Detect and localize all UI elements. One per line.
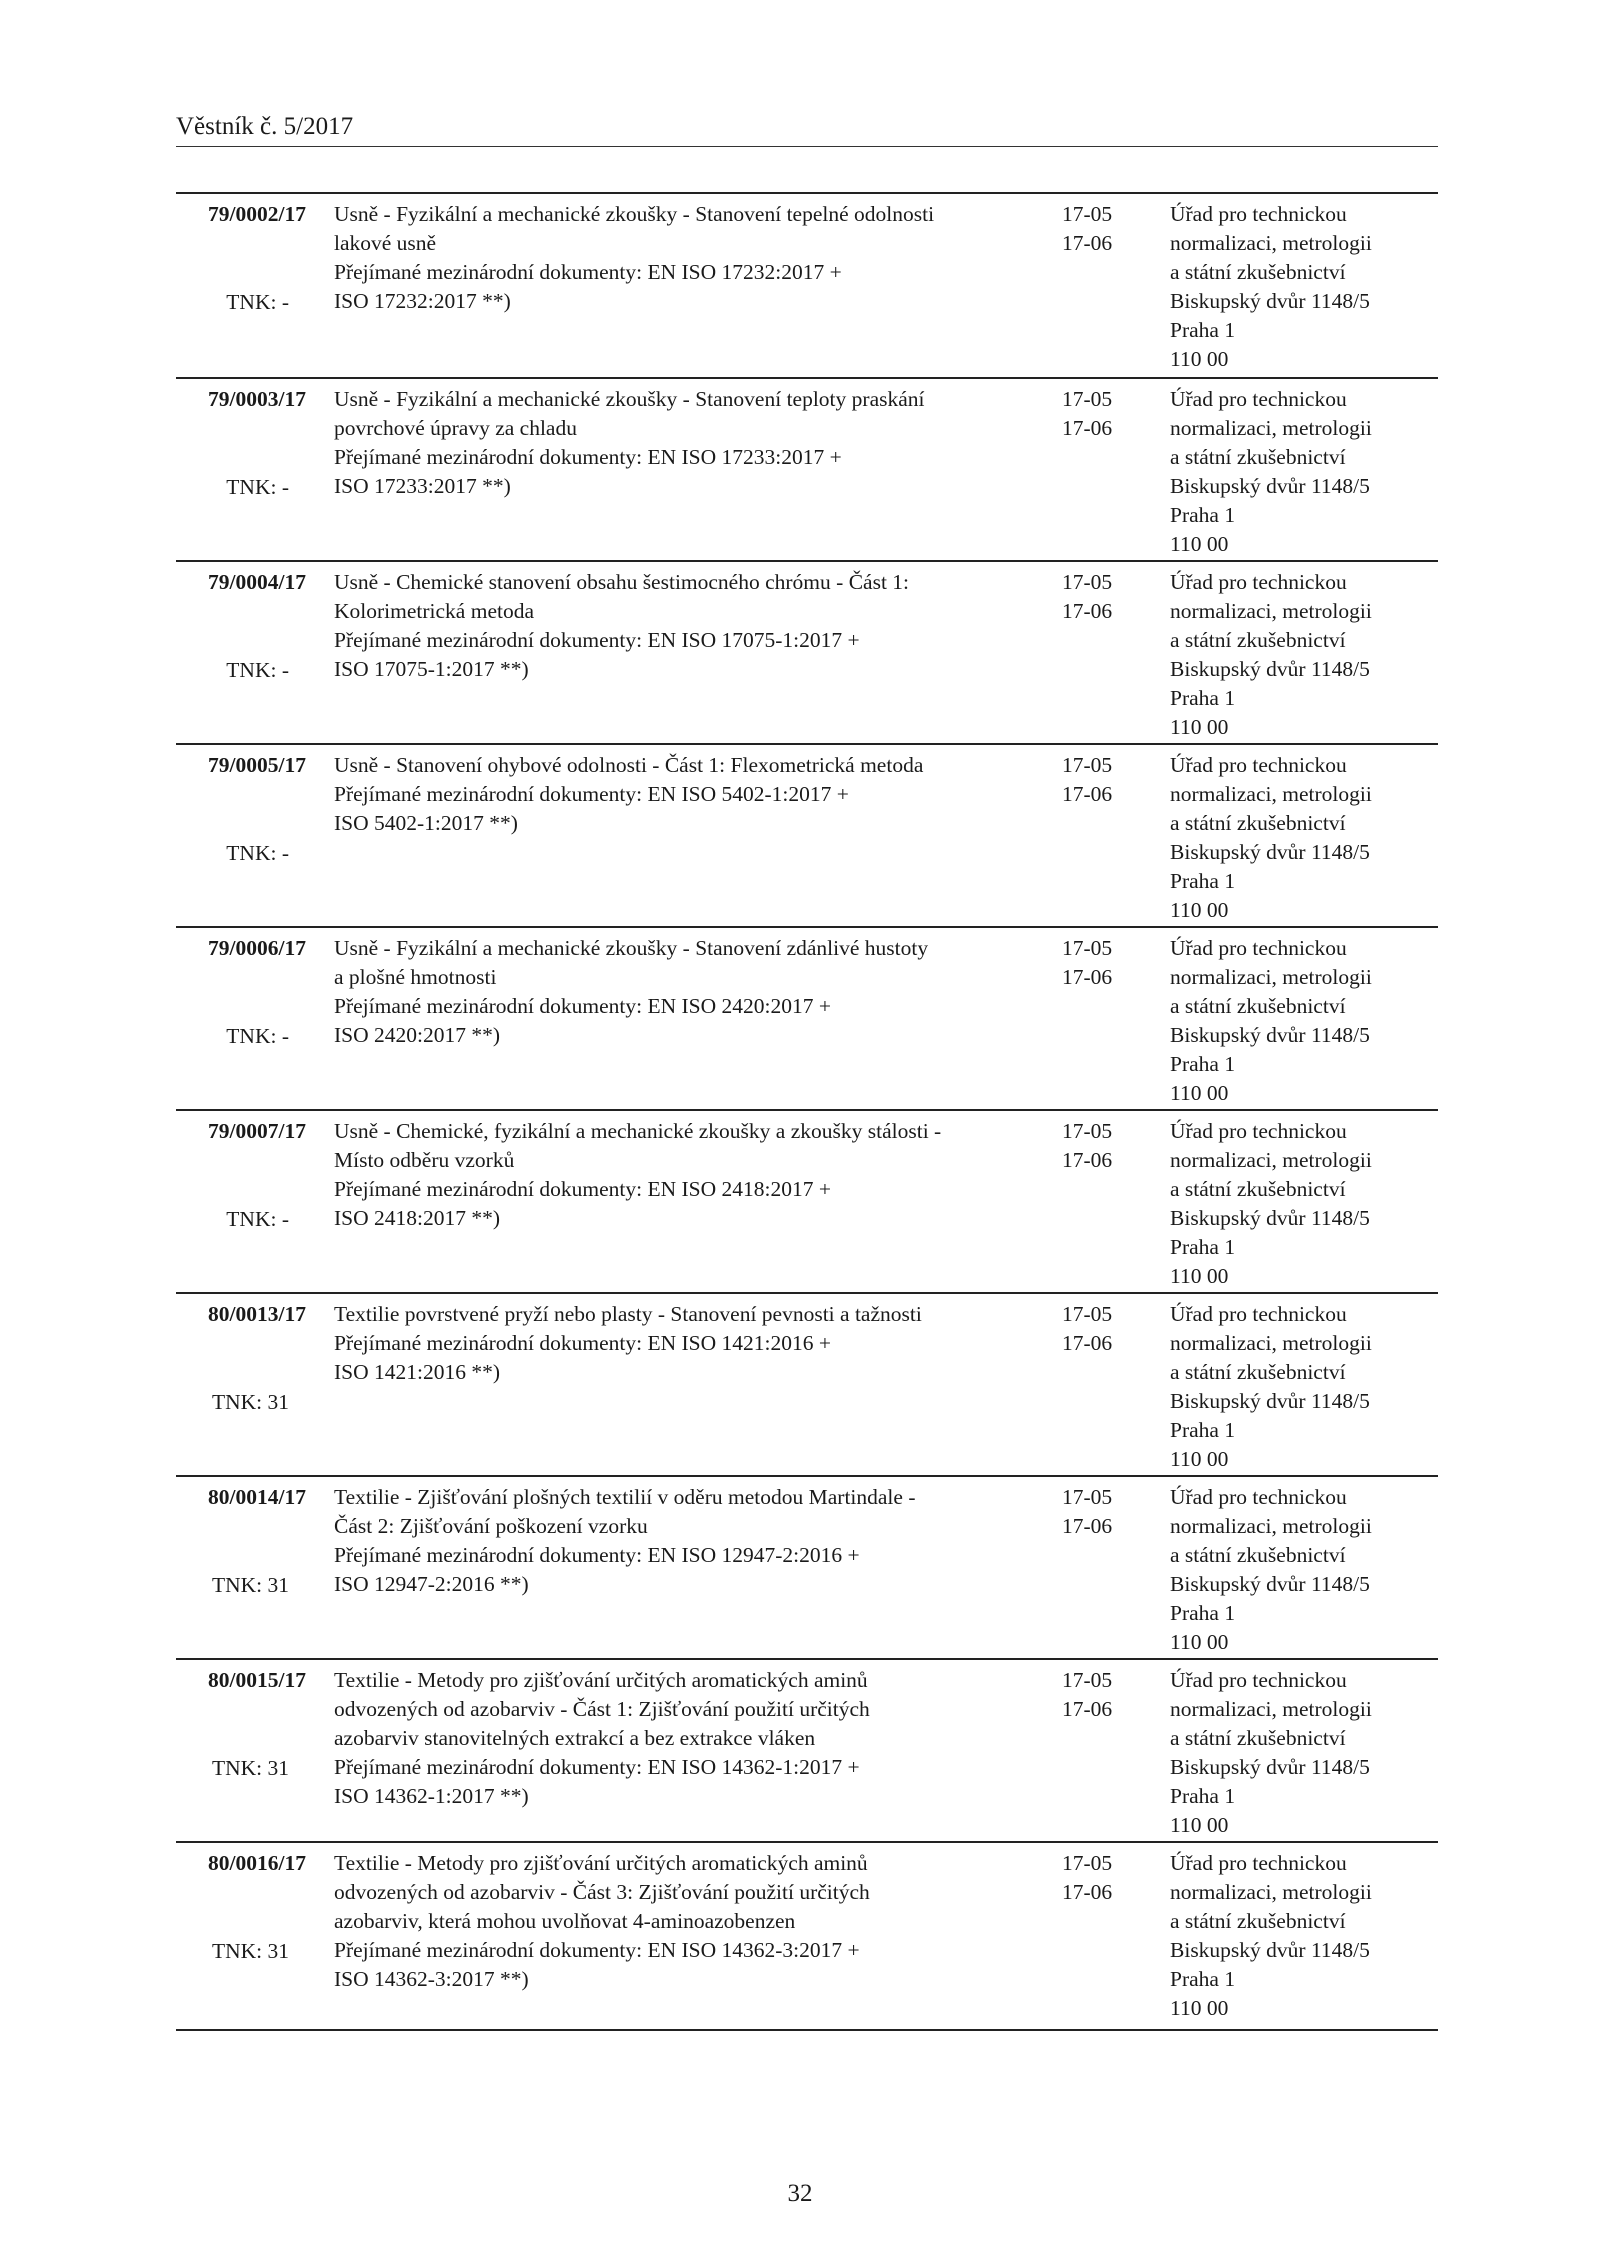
classification-codes bbox=[1062, 1666, 1142, 1724]
tnk-label: TNK: 31 bbox=[211, 1390, 289, 1414]
address-line: normalizaci, metrologii bbox=[1170, 965, 1372, 989]
address-line: Praha 1 bbox=[1170, 1601, 1236, 1625]
standard-id: 79/0003/17 bbox=[208, 387, 306, 411]
description-line: lakové usně bbox=[334, 231, 437, 255]
classification-code: 17-06 bbox=[1062, 231, 1113, 255]
classification-codes bbox=[1062, 1300, 1142, 1358]
address-line: a státní zkušebnictví bbox=[1170, 1177, 1346, 1201]
classification-codes bbox=[1062, 751, 1142, 809]
classification-codes bbox=[1062, 1849, 1142, 1907]
classification-code: 17-05 bbox=[1062, 1485, 1113, 1509]
description-line: Přejímané mezinárodní dokumenty: EN ISO 12947-2:2016 + bbox=[334, 1543, 860, 1567]
description-line: Kolorimetrická metoda bbox=[334, 599, 534, 623]
classification-code: 17-06 bbox=[1062, 1697, 1113, 1721]
address-line: a státní zkušebnictví bbox=[1170, 1543, 1346, 1567]
address-line: Úřad pro technickou bbox=[1170, 1119, 1347, 1143]
address-line: normalizaci, metrologii bbox=[1170, 416, 1372, 440]
classification-codes bbox=[1062, 934, 1142, 992]
organization-address bbox=[1170, 934, 1438, 1108]
description-line: ISO 14362-3:2017 **) bbox=[334, 1967, 529, 1991]
tnk-label: TNK: - bbox=[226, 475, 289, 499]
description-line: Textilie - Zjišťování plošných textilií v oděru metodou Martindale - bbox=[334, 1485, 916, 1509]
description-line: Přejímané mezinárodní dokumenty: EN ISO 14362-3:2017 + bbox=[334, 1938, 860, 1962]
address-line: Biskupský dvůr 1148/5 bbox=[1170, 1023, 1370, 1047]
address-line: Úřad pro technickou bbox=[1170, 1485, 1347, 1509]
description-line: povrchové úpravy za chladu bbox=[334, 416, 577, 440]
address-line: normalizaci, metrologii bbox=[1170, 1880, 1372, 1904]
classification-code: 17-05 bbox=[1062, 202, 1113, 226]
address-line: normalizaci, metrologii bbox=[1170, 1331, 1372, 1355]
description-line: Textilie - Metody pro zjišťování určitých aromatických aminů bbox=[334, 1668, 868, 1692]
standard-entry bbox=[176, 1475, 1438, 1658]
address-line: normalizaci, metrologii bbox=[1170, 1514, 1372, 1538]
organization-address bbox=[1170, 568, 1438, 742]
description-line: odvozených od azobarviv - Část 1: Zjišťování použití určitých bbox=[334, 1697, 870, 1721]
address-line: Praha 1 bbox=[1170, 1235, 1236, 1259]
address-line: 110 00 bbox=[1170, 715, 1229, 739]
classification-code: 17-05 bbox=[1062, 936, 1113, 960]
address-line: a státní zkušebnictví bbox=[1170, 260, 1346, 284]
description-line: ISO 17232:2017 **) bbox=[334, 289, 511, 313]
address-line: Praha 1 bbox=[1170, 1052, 1236, 1076]
classification-code: 17-06 bbox=[1062, 1880, 1113, 1904]
address-line: Praha 1 bbox=[1170, 1418, 1236, 1442]
classification-code: 17-05 bbox=[1062, 753, 1113, 777]
description-line: ISO 2420:2017 **) bbox=[334, 1023, 501, 1047]
address-line: 110 00 bbox=[1170, 1813, 1229, 1837]
organization-address bbox=[1170, 751, 1438, 925]
standard-id: 79/0005/17 bbox=[208, 753, 306, 777]
organization-address bbox=[1170, 1849, 1438, 2023]
description-line: Přejímané mezinárodní dokumenty: EN ISO 2418:2017 + bbox=[334, 1177, 831, 1201]
address-line: Praha 1 bbox=[1170, 503, 1236, 527]
description-line: ISO 12947-2:2016 **) bbox=[334, 1572, 529, 1596]
standard-id: 79/0006/17 bbox=[208, 936, 306, 960]
description-line: Místo odběru vzorků bbox=[334, 1148, 515, 1172]
tnk-label: TNK: - bbox=[226, 658, 289, 682]
description-line: Usně - Fyzikální a mechanické zkoušky - Stanovení teploty praskání bbox=[334, 387, 925, 411]
standard-entry bbox=[176, 1109, 1438, 1292]
address-line: Praha 1 bbox=[1170, 686, 1236, 710]
description-line: Usně - Chemické stanovení obsahu šestimocného chrómu - Část 1: bbox=[334, 570, 910, 594]
address-line: 110 00 bbox=[1170, 1630, 1229, 1654]
organization-address bbox=[1170, 385, 1438, 559]
description-line: ISO 17233:2017 **) bbox=[334, 474, 511, 498]
classification-codes bbox=[1062, 568, 1142, 626]
description-line: ISO 1421:2016 **) bbox=[334, 1360, 501, 1384]
address-line: a státní zkušebnictví bbox=[1170, 994, 1346, 1018]
description-line: Přejímané mezinárodní dokumenty: EN ISO 17233:2017 + bbox=[334, 445, 842, 469]
address-line: Úřad pro technickou bbox=[1170, 1851, 1347, 1875]
classification-codes bbox=[1062, 200, 1142, 258]
address-line: Praha 1 bbox=[1170, 318, 1236, 342]
standard-id: 80/0015/17 bbox=[208, 1668, 306, 1692]
address-line: Úřad pro technickou bbox=[1170, 936, 1347, 960]
address-line: Biskupský dvůr 1148/5 bbox=[1170, 289, 1370, 313]
standard-id: 80/0016/17 bbox=[208, 1851, 306, 1875]
classification-code: 17-05 bbox=[1062, 1119, 1113, 1143]
standard-id: 79/0002/17 bbox=[208, 202, 306, 226]
standard-entry bbox=[176, 1841, 1438, 2029]
description-line: Textilie - Metody pro zjišťování určitých aromatických aminů bbox=[334, 1851, 868, 1875]
description-line: Přejímané mezinárodní dokumenty: EN ISO 2420:2017 + bbox=[334, 994, 831, 1018]
address-line: Biskupský dvůr 1148/5 bbox=[1170, 840, 1370, 864]
classification-code: 17-06 bbox=[1062, 965, 1113, 989]
tnk-label: TNK: - bbox=[226, 290, 289, 314]
address-line: 110 00 bbox=[1170, 532, 1229, 556]
description-line: Přejímané mezinárodní dokumenty: EN ISO 17075-1:2017 + bbox=[334, 628, 860, 652]
classification-code: 17-06 bbox=[1062, 416, 1113, 440]
address-line: Praha 1 bbox=[1170, 1784, 1236, 1808]
address-line: a státní zkušebnictví bbox=[1170, 1360, 1346, 1384]
standards-list bbox=[176, 192, 1438, 2031]
address-line: normalizaci, metrologii bbox=[1170, 599, 1372, 623]
description-line: Textilie povrstvené pryží nebo plasty - Stanovení pevnosti a tažnosti bbox=[334, 1302, 922, 1326]
address-line: Praha 1 bbox=[1170, 1967, 1236, 1991]
address-line: Úřad pro technickou bbox=[1170, 202, 1347, 226]
standard-entry bbox=[176, 377, 1438, 560]
description-line: azobarviv, která mohou uvolňovat 4-aminoazobenzen bbox=[334, 1909, 796, 1933]
address-line: a státní zkušebnictví bbox=[1170, 811, 1346, 835]
classification-code: 17-05 bbox=[1062, 1668, 1113, 1692]
tnk-label: TNK: 31 bbox=[211, 1756, 289, 1780]
organization-address bbox=[1170, 1117, 1438, 1291]
standard-entry bbox=[176, 1658, 1438, 1841]
address-line: a státní zkušebnictví bbox=[1170, 1726, 1346, 1750]
description-line: a plošné hmotnosti bbox=[334, 965, 497, 989]
classification-code: 17-06 bbox=[1062, 599, 1113, 623]
classification-code: 17-06 bbox=[1062, 1331, 1113, 1355]
address-line: Biskupský dvůr 1148/5 bbox=[1170, 1389, 1370, 1413]
tnk-label: TNK: - bbox=[226, 841, 289, 865]
description-line: Přejímané mezinárodní dokumenty: EN ISO 14362-1:2017 + bbox=[334, 1755, 860, 1779]
address-line: Úřad pro technickou bbox=[1170, 1302, 1347, 1326]
description-line: Přejímané mezinárodní dokumenty: EN ISO 1421:2016 + bbox=[334, 1331, 831, 1355]
description-line: ISO 17075-1:2017 **) bbox=[334, 657, 529, 681]
address-line: Biskupský dvůr 1148/5 bbox=[1170, 657, 1370, 681]
address-line: a státní zkušebnictví bbox=[1170, 445, 1346, 469]
address-line: Úřad pro technickou bbox=[1170, 1668, 1347, 1692]
description-line: ISO 2418:2017 **) bbox=[334, 1206, 501, 1230]
address-line: Biskupský dvůr 1148/5 bbox=[1170, 1572, 1370, 1596]
tnk-label: TNK: 31 bbox=[211, 1573, 289, 1597]
description-line: Část 2: Zjišťování poškození vzorku bbox=[334, 1514, 648, 1538]
standard-entry bbox=[176, 926, 1438, 1109]
address-line: 110 00 bbox=[1170, 347, 1229, 371]
description-line: Usně - Chemické, fyzikální a mechanické zkoušky a zkoušky stálosti - bbox=[334, 1119, 942, 1143]
address-line: normalizaci, metrologii bbox=[1170, 231, 1372, 255]
standard-id: 80/0013/17 bbox=[208, 1302, 306, 1326]
tnk-label: TNK: - bbox=[226, 1024, 289, 1048]
standard-entry bbox=[176, 192, 1438, 377]
description-line: Přejímané mezinárodní dokumenty: EN ISO 17232:2017 + bbox=[334, 260, 842, 284]
classification-codes bbox=[1062, 1117, 1142, 1175]
header-title: Věstník č. 5/2017 bbox=[176, 113, 354, 140]
classification-code: 17-06 bbox=[1062, 1148, 1113, 1172]
address-line: Praha 1 bbox=[1170, 869, 1236, 893]
description-line: ISO 5402-1:2017 **) bbox=[334, 811, 518, 835]
organization-address bbox=[1170, 1666, 1438, 1840]
classification-code: 17-05 bbox=[1062, 570, 1113, 594]
classification-codes bbox=[1062, 385, 1142, 443]
address-line: normalizaci, metrologii bbox=[1170, 1148, 1372, 1172]
standard-id: 79/0004/17 bbox=[208, 570, 306, 594]
address-line: Biskupský dvůr 1148/5 bbox=[1170, 1206, 1370, 1230]
tnk-label: TNK: 31 bbox=[211, 1939, 289, 1963]
classification-code: 17-05 bbox=[1062, 1302, 1113, 1326]
header-rule bbox=[176, 146, 1438, 147]
classification-code: 17-06 bbox=[1062, 1514, 1113, 1538]
standard-id: 80/0014/17 bbox=[208, 1485, 306, 1509]
address-line: a státní zkušebnictví bbox=[1170, 628, 1346, 652]
classification-code: 17-05 bbox=[1062, 387, 1113, 411]
classification-codes bbox=[1062, 1483, 1142, 1541]
address-line: normalizaci, metrologii bbox=[1170, 1697, 1372, 1721]
address-line: Úřad pro technickou bbox=[1170, 570, 1347, 594]
standard-entry bbox=[176, 743, 1438, 926]
address-line: Úřad pro technickou bbox=[1170, 753, 1347, 777]
description-line: odvozených od azobarviv - Část 3: Zjišťování použití určitých bbox=[334, 1880, 870, 1904]
description-line: Usně - Fyzikální a mechanické zkoušky - Stanovení tepelné odolnosti bbox=[334, 202, 935, 226]
address-line: Biskupský dvůr 1148/5 bbox=[1170, 474, 1370, 498]
description-line: ISO 14362-1:2017 **) bbox=[334, 1784, 529, 1808]
address-line: a státní zkušebnictví bbox=[1170, 1909, 1346, 1933]
description-line: Usně - Stanovení ohybové odolnosti - Část 1: Flexometrická metoda bbox=[334, 753, 924, 777]
tnk-label: TNK: - bbox=[226, 1207, 289, 1231]
address-line: 110 00 bbox=[1170, 1264, 1229, 1288]
organization-address bbox=[1170, 1300, 1438, 1474]
address-line: 110 00 bbox=[1170, 898, 1229, 922]
standard-entry bbox=[176, 560, 1438, 743]
address-line: Úřad pro technickou bbox=[1170, 387, 1347, 411]
standard-entry bbox=[176, 1292, 1438, 1475]
standard-id: 79/0007/17 bbox=[208, 1119, 306, 1143]
organization-address bbox=[1170, 200, 1438, 374]
description-line: Usně - Fyzikální a mechanické zkoušky - Stanovení zdánlivé hustoty bbox=[334, 936, 929, 960]
address-line: 110 00 bbox=[1170, 1081, 1229, 1105]
address-line: Biskupský dvůr 1148/5 bbox=[1170, 1938, 1370, 1962]
address-line: 110 00 bbox=[1170, 1447, 1229, 1471]
address-line: normalizaci, metrologii bbox=[1170, 782, 1372, 806]
address-line: 110 00 bbox=[1170, 1996, 1229, 2020]
page-number: 32 bbox=[787, 2180, 813, 2207]
classification-code: 17-05 bbox=[1062, 1851, 1113, 1875]
description-line: azobarviv stanovitelných extrakcí a bez extrakce vláken bbox=[334, 1726, 816, 1750]
classification-code: 17-06 bbox=[1062, 782, 1113, 806]
organization-address bbox=[1170, 1483, 1438, 1657]
address-line: Biskupský dvůr 1148/5 bbox=[1170, 1755, 1370, 1779]
description-line: Přejímané mezinárodní dokumenty: EN ISO 5402-1:2017 + bbox=[334, 782, 849, 806]
